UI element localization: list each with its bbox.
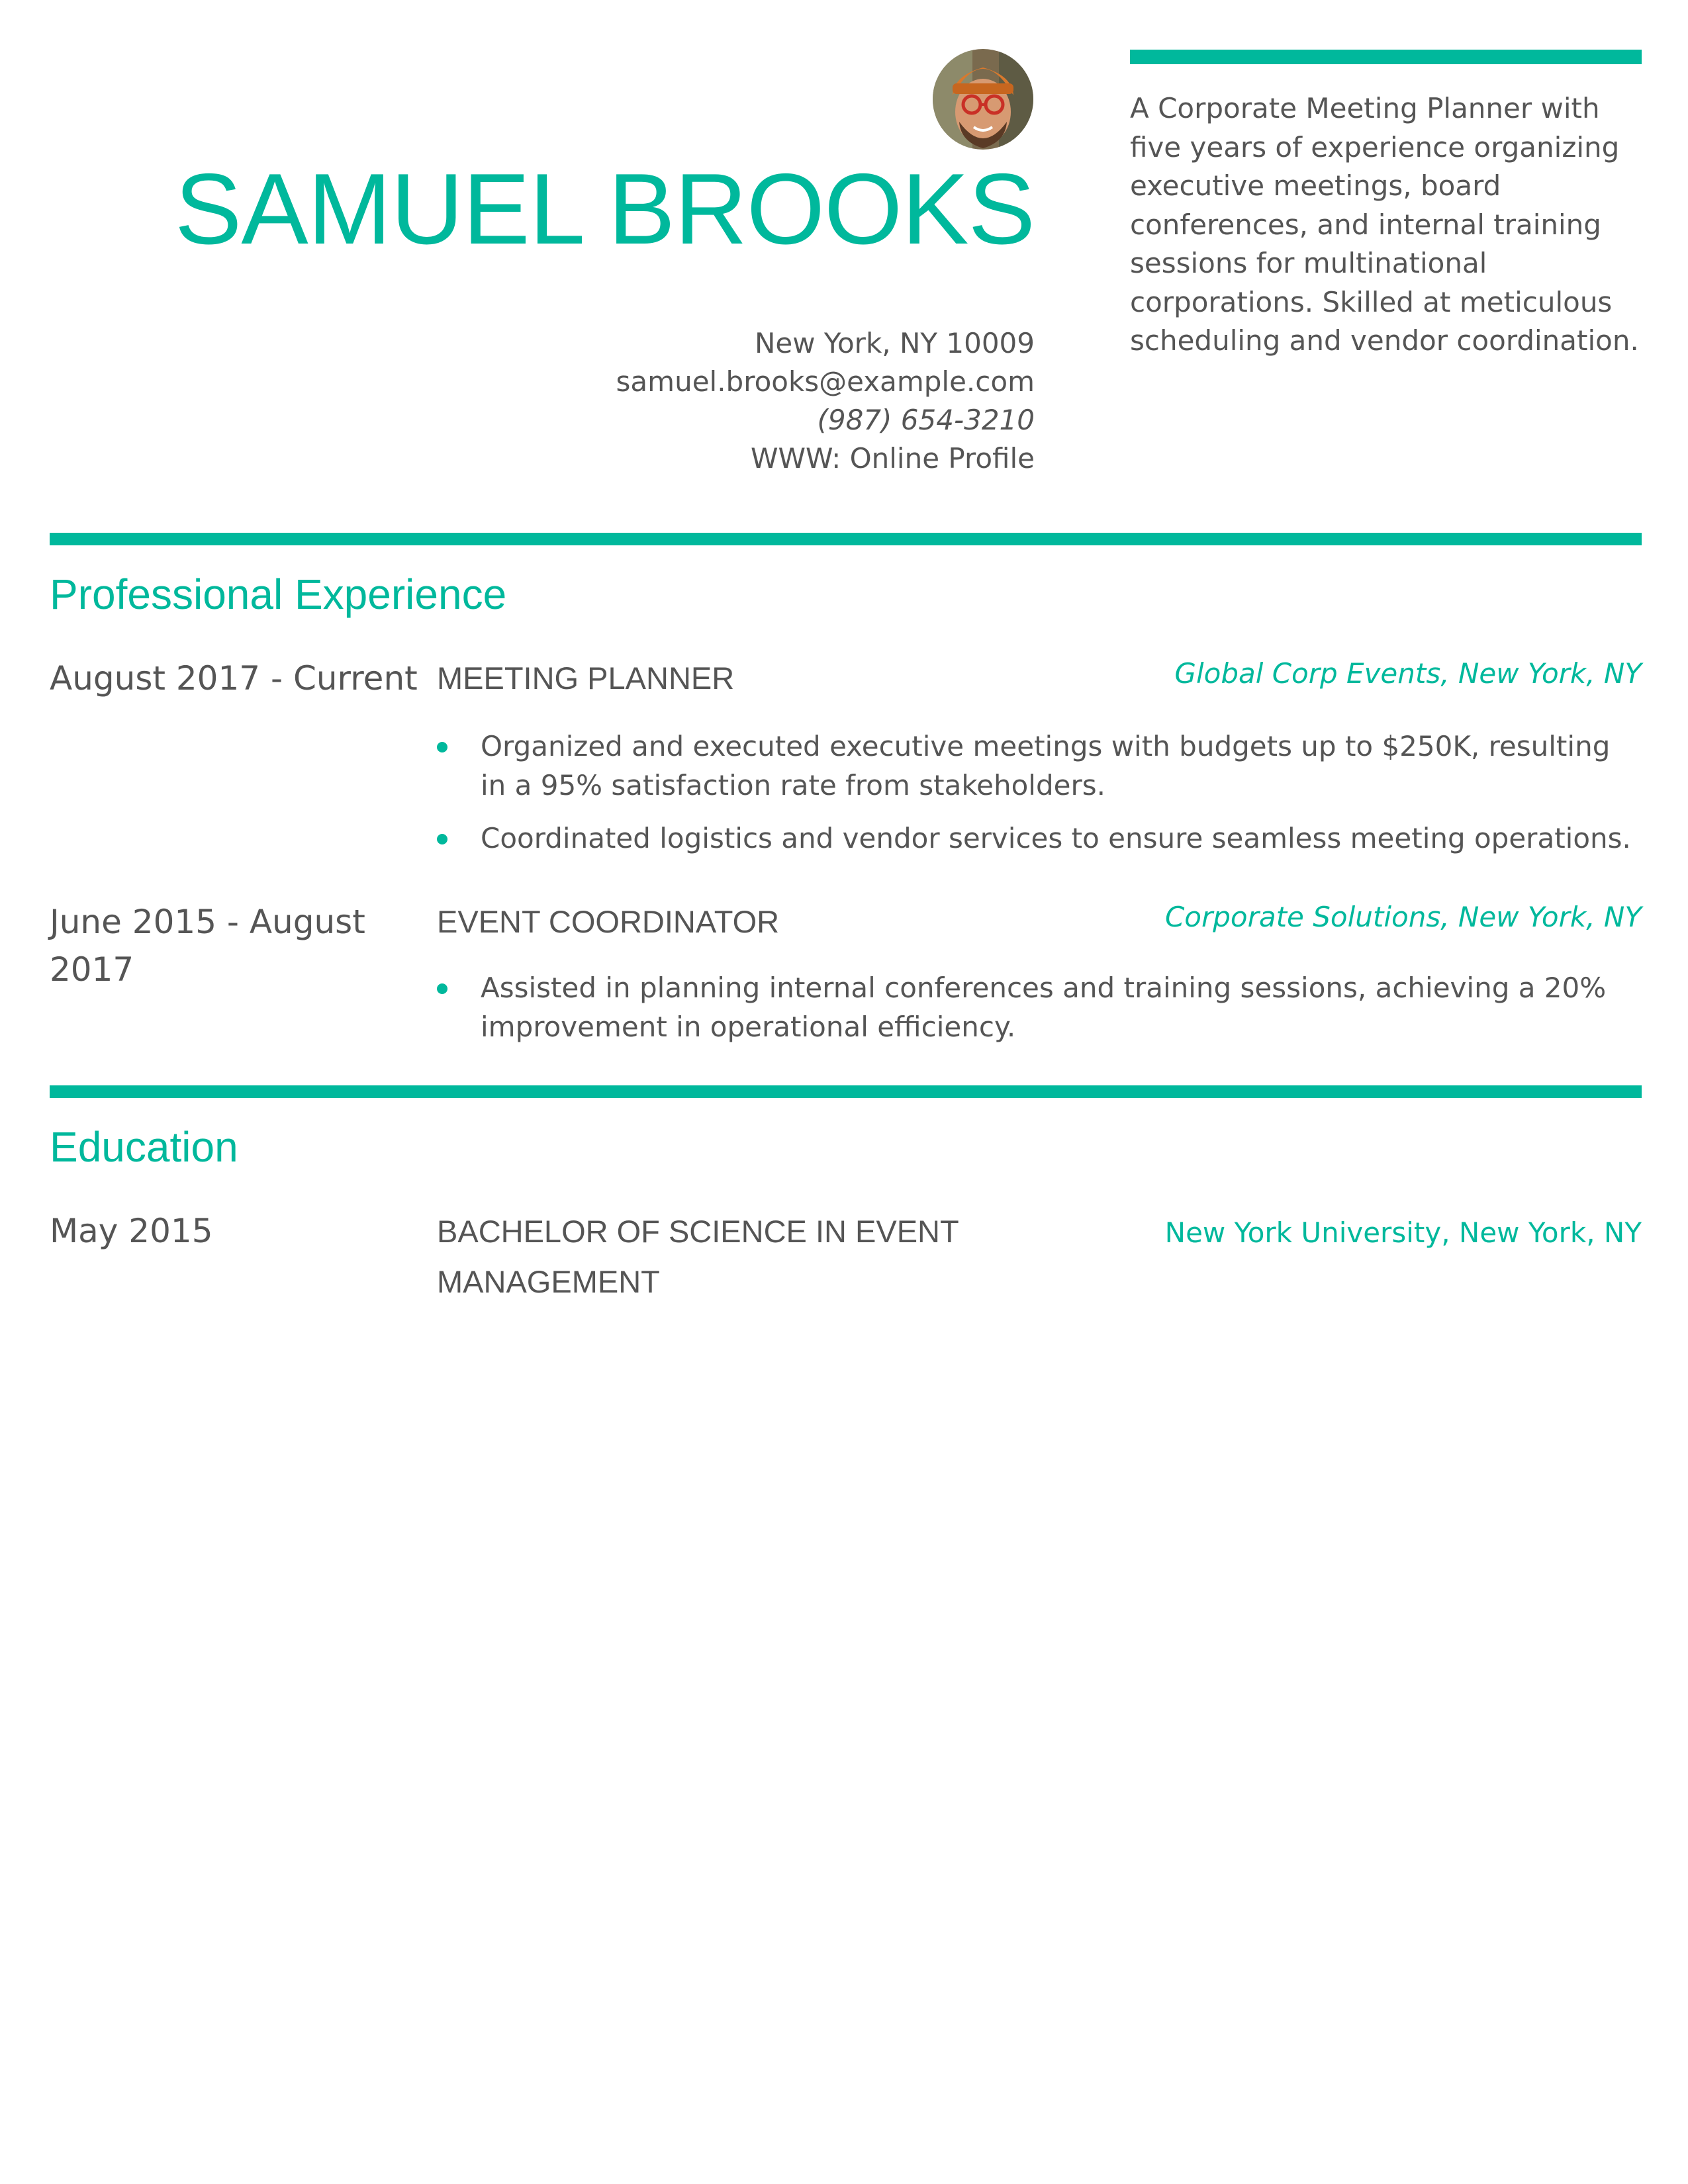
- list-item: [437, 819, 1642, 858]
- bullet-text: Assisted in planning internal conferences and training sessions, achieving a 20% improvement in operational efficiency.: [481, 972, 1607, 1043]
- education-degree: BACHELOR OF SCIENCE IN EVENT MANAGEMENT: [437, 1214, 959, 1299]
- bullet-dot: [437, 742, 447, 752]
- bullet-dot: [437, 834, 447, 844]
- education-date: May 2015: [50, 1212, 213, 1250]
- contact-email[interactable]: samuel.brooks@example.com: [616, 365, 1035, 398]
- job-title: MEETING PLANNER: [437, 660, 735, 696]
- candidate-name: SAMUEL BROOKS: [174, 153, 1035, 265]
- summary-top-bar: [1130, 50, 1642, 64]
- professional-summary: A Corporate Meeting Planner with five years of experience organizing executive meetings, board conferences, and internal training sessions for multinational corporations. Skilled at meticulous scheduling and vendor coordination.: [1130, 92, 1639, 357]
- job-company: Global Corp Events, New York, NY: [1174, 657, 1642, 690]
- avatar-photo: [933, 49, 1033, 150]
- avatar: [933, 49, 1033, 150]
- bullet-dot: [437, 983, 447, 994]
- section-divider-education: [50, 1085, 1642, 1098]
- job-bullets: [437, 969, 1642, 1061]
- section-divider-experience: [50, 533, 1642, 545]
- job-title: EVENT COORDINATOR: [437, 904, 780, 939]
- section-title-education: Education: [50, 1123, 238, 1171]
- bullet-text: Coordinated logistics and vendor services to ensure seamless meeting operations.: [481, 822, 1631, 854]
- contact-block: [616, 324, 1035, 478]
- job-dates: June 2015 - August 2017: [50, 903, 365, 989]
- contact-address: New York, NY 10009: [754, 327, 1035, 359]
- list-item: [437, 969, 1642, 1046]
- contact-phone: (987) 654-3210: [817, 404, 1035, 436]
- section-title-experience: Professional Experience: [50, 570, 507, 618]
- job-company: Corporate Solutions, New York, NY: [1164, 901, 1642, 933]
- list-item: [437, 727, 1642, 805]
- job-dates: August 2017 - Current: [50, 659, 418, 698]
- job-bullets: [437, 727, 1642, 873]
- bullet-text: Organized and executed executive meetings with budgets up to $250K, resulting in a 95% satisfaction rate from stakeholders.: [481, 730, 1611, 801]
- contact-website[interactable]: WWW: Online Profile: [750, 442, 1035, 475]
- education-school: New York University, New York, NY: [1164, 1216, 1642, 1249]
